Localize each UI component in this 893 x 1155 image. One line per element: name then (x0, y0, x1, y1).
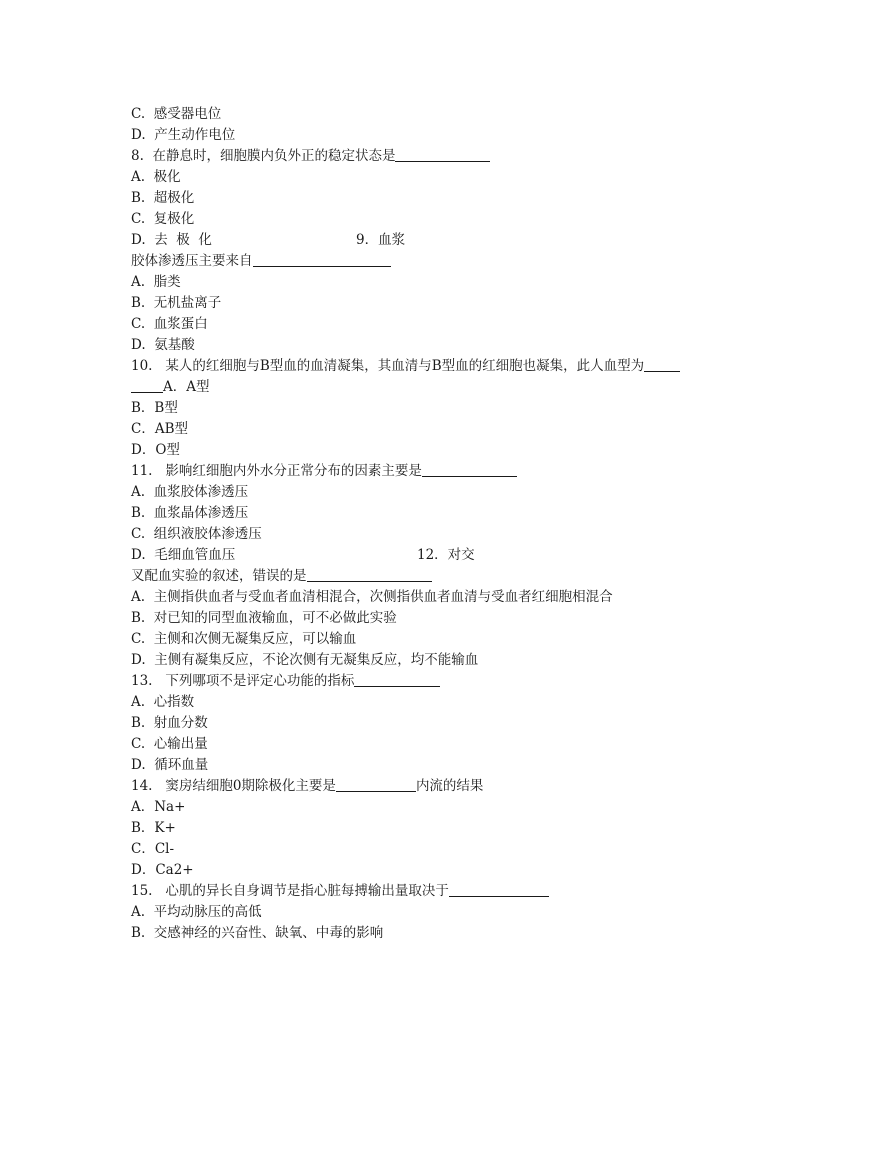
question-line (131, 251, 391, 272)
question-line (131, 356, 680, 377)
option-text: C．Cl- (131, 841, 175, 857)
option-line (131, 482, 248, 503)
answer-blank (395, 146, 490, 162)
question-line (131, 776, 483, 797)
option-text: A. 心指数 (131, 694, 195, 710)
option-text: A．Na+ (131, 799, 186, 815)
option-text: A. 脂类 (131, 274, 181, 290)
answer-blank (354, 671, 440, 687)
option-line (131, 125, 235, 146)
option-text: D. 氨基酸 (131, 337, 195, 353)
option-text: A．A型 (163, 379, 210, 395)
option-text: B．K+ (131, 820, 176, 836)
option-line (131, 209, 194, 230)
option-line (131, 503, 248, 524)
option-line (131, 818, 176, 839)
question-line (131, 671, 440, 692)
option-line (131, 797, 185, 818)
option-line (131, 167, 181, 188)
option-text: A. 主侧指供血者与受血者血清相混合，次侧指供血者血清与受血者红细胞相混合 (131, 589, 613, 605)
option-text: D. 毛细血管血压 (131, 547, 236, 563)
question-text: 13. 下列哪项不是评定心功能的指标 (131, 673, 355, 689)
option-text: C. 血浆蛋白 (131, 316, 208, 332)
option-line (131, 104, 221, 125)
option-text: C. 感受器电位 (131, 106, 222, 122)
option-line (131, 650, 478, 671)
option-text: B. 交感神经的兴奋性、缺氧、中毒的影响 (131, 925, 384, 941)
answer-blank (336, 776, 416, 792)
option-text: D. 循环血量 (131, 757, 209, 773)
option-line (131, 524, 262, 545)
option-text: B. 无机盐离子 (131, 295, 222, 311)
option-text: B. 对已知的同型血液输血，可不必做此实验 (131, 610, 397, 626)
question-line (131, 146, 490, 167)
question-line (417, 545, 475, 566)
option-line (131, 545, 235, 566)
option-line (131, 713, 208, 734)
option-line (131, 629, 356, 650)
option-text: D. 产生动作电位 (131, 127, 236, 143)
question-text: 8. 在静息时，细胞膜内负外正的稳定状态是 (131, 148, 396, 164)
option-text: C. 组织液胶体渗透压 (131, 526, 262, 542)
question-text: 胶体渗透压主要来自 (131, 253, 253, 269)
option-line (131, 440, 180, 461)
answer-blank (449, 881, 549, 897)
question-text: 14. 窦房结细胞0期除极化主要是 (131, 778, 336, 794)
option-line (131, 839, 174, 860)
question-text: 12．对交 (417, 547, 475, 563)
answer-blank (644, 356, 680, 372)
option-line (131, 314, 208, 335)
option-line (131, 398, 178, 419)
option-line (131, 902, 262, 923)
option-text: B. 血浆晶体渗透压 (131, 505, 249, 521)
option-text: B. 超极化 (131, 190, 195, 206)
option-text: D. 去 极 化 (131, 232, 212, 248)
question-line (356, 230, 405, 251)
option-line (131, 734, 208, 755)
option-line (131, 293, 221, 314)
option-line (131, 692, 194, 713)
option-line (131, 377, 210, 398)
option-line (131, 230, 212, 251)
question-line (131, 566, 432, 587)
option-text: C. 复极化 (131, 211, 195, 227)
question-text: 15. 心肌的异长自身调节是指心脏每搏输出量取决于 (131, 883, 449, 899)
question-text-tail: 内流的结果 (415, 778, 484, 794)
question-text: 9．血浆 (356, 232, 406, 248)
option-text: B．B型 (131, 400, 178, 416)
option-line (131, 272, 181, 293)
option-text: B. 射血分数 (131, 715, 208, 731)
option-text: A. 平均动脉压的高低 (131, 904, 262, 920)
question-line (131, 461, 517, 482)
option-text: A. 极化 (131, 169, 181, 185)
option-line (131, 608, 397, 629)
option-text: C. 心输出量 (131, 736, 208, 752)
option-line (131, 860, 194, 881)
option-line (131, 335, 195, 356)
answer-blank (307, 566, 432, 582)
option-text: C．AB型 (131, 421, 188, 437)
answer-blank-continued (131, 377, 163, 393)
option-text: D. 主侧有凝集反应，不论次侧有无凝集反应，均不能输血 (131, 652, 479, 668)
question-text: 10. 某人的红细胞与B型血的血清凝集，其血清与B型血的红细胞也凝集，此人血型为 (131, 358, 645, 374)
option-line (131, 923, 383, 944)
option-line (131, 188, 194, 209)
option-line (131, 587, 613, 608)
answer-blank (253, 251, 391, 267)
answer-blank (422, 461, 517, 477)
option-text: C. 主侧和次侧无凝集反应，可以输血 (131, 631, 357, 647)
question-text: 叉配血实验的叙述，错误的是 (131, 568, 307, 584)
question-text: 11. 影响红细胞内外水分正常分布的因素主要是 (131, 463, 422, 479)
option-line (131, 419, 188, 440)
question-line (131, 881, 549, 902)
option-line (131, 755, 208, 776)
option-text: A. 血浆胶体渗透压 (131, 484, 249, 500)
option-text: D．Ca2+ (131, 862, 194, 878)
option-text: D．O型 (131, 442, 180, 458)
